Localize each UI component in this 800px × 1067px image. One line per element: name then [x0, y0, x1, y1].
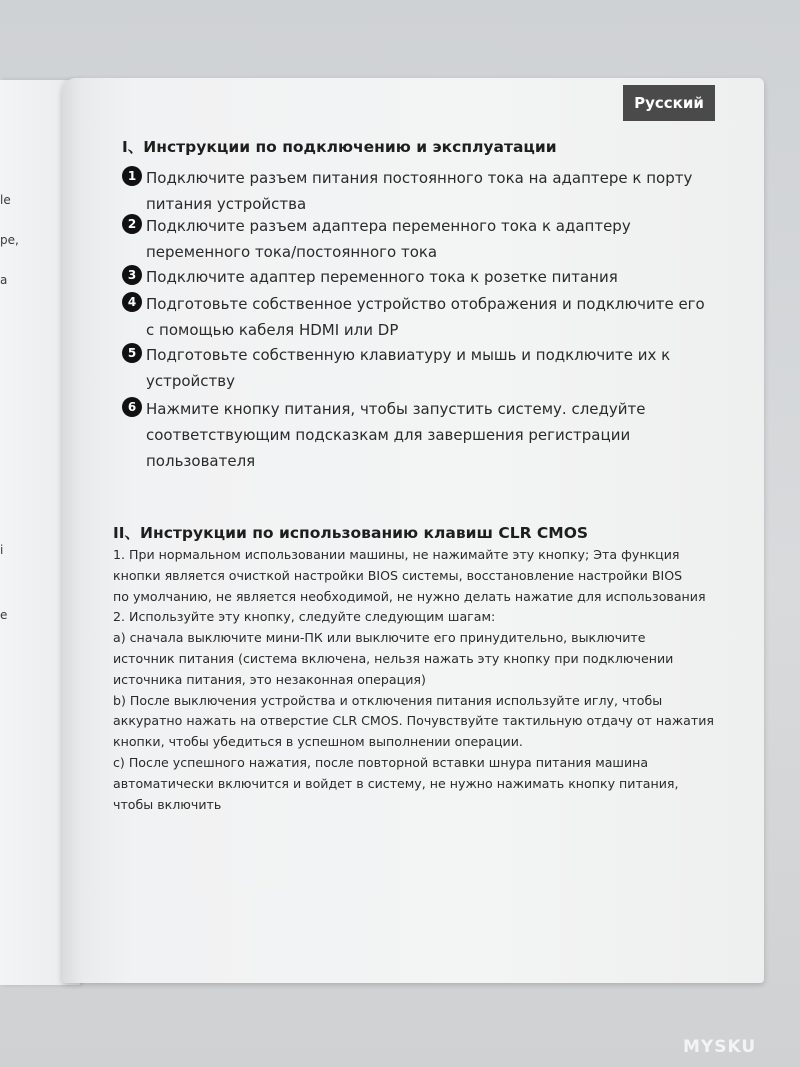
- left-page-fragment: a: [0, 273, 8, 287]
- step-line: пользователя: [146, 452, 256, 470]
- instruction-line: кнопки, чтобы убедиться в успешном выполнении операции.: [113, 734, 523, 750]
- instruction-line: чтобы включить: [113, 796, 222, 812]
- instruction-line: a) сначала выключите мини-ПК или выключите его принудительно, выключите: [113, 630, 646, 646]
- instruction-line: c) После успешного нажатия, после повторной вставки шнура питания машина: [113, 754, 649, 770]
- step-line: Подготовьте собственную клавиатуру и мышь и подключите их к: [146, 346, 671, 364]
- section-2-title: II、Инструкции по использованию клавиш CLR CMOS: [113, 524, 589, 542]
- step-number-6-icon: 6: [122, 397, 142, 417]
- clr-cmos-instructions: [113, 545, 723, 815]
- step-number-1-icon: 1: [122, 166, 142, 186]
- step-line: Нажмите кнопку питания, чтобы запустить систему. следуйте: [146, 400, 646, 418]
- step-line: переменного тока/постоянного тока: [146, 243, 438, 261]
- step-line: устройству: [146, 372, 236, 390]
- step-line: с помощью кабеля HDMI или DP: [146, 321, 399, 339]
- step-number-2-icon: 2: [122, 214, 142, 234]
- step-line: Подключите разъем адаптера переменного тока к адаптеру: [146, 217, 631, 235]
- step-text: [146, 165, 736, 217]
- step-text: [146, 396, 736, 474]
- step-text: [146, 213, 736, 265]
- instruction-line: автоматически включится и войдет в систему, не нужно нажимать кнопку питания,: [113, 775, 679, 791]
- step-number-3-icon: 3: [122, 265, 142, 285]
- section-1-title: I、Инструкции по подключению и эксплуатации: [122, 138, 557, 156]
- step-text: [146, 342, 736, 394]
- watermark-logo: MYSKU: [683, 1037, 757, 1057]
- instruction-line: аккуратно нажать на отверстие CLR CMOS. Почувствуйте тактильную отдачу от нажатия: [113, 713, 715, 729]
- left-page-fragment: le: [0, 193, 11, 207]
- instruction-line: источника питания, это незаконная операция): [113, 671, 426, 687]
- step-line: Подготовьте собственное устройство отображения и подключите его: [146, 295, 705, 313]
- left-page-fragment: pe,: [0, 233, 19, 247]
- step-line: Подключите адаптер переменного тока к розетке питания: [146, 268, 618, 286]
- instruction-line: по умолчанию, не является необходимой, не нужно делать нажатие для использования: [113, 588, 706, 604]
- left-page-fragment: i: [0, 543, 4, 557]
- instruction-line: кнопки является очисткой настройки BIOS системы, восстановление настройки BIOS: [113, 567, 683, 583]
- step-line: питания устройства: [146, 195, 307, 213]
- step-number-5-icon: 5: [122, 343, 142, 363]
- step-text: [146, 291, 736, 343]
- step-number-4-icon: 4: [122, 292, 142, 312]
- instruction-line: 2. Используйте эту кнопку, следуйте следующим шагам:: [113, 609, 496, 625]
- step-text: [146, 264, 736, 290]
- instruction-line: источник питания (система включена, нельзя нажать эту кнопку при подключении: [113, 650, 674, 666]
- step-line: Подключите разъем питания постоянного тока на адаптере к порту: [146, 169, 693, 187]
- instruction-line: b) После выключения устройства и отключения питания используйте иглу, чтобы: [113, 692, 663, 708]
- left-page-fragment: e: [0, 608, 8, 622]
- step-line: соответствующим подсказкам для завершения регистрации: [146, 426, 631, 444]
- language-badge: Русский: [623, 85, 715, 121]
- instruction-line: 1. При нормальном использовании машины, не нажимайте эту кнопку; Эта функция: [113, 547, 680, 562]
